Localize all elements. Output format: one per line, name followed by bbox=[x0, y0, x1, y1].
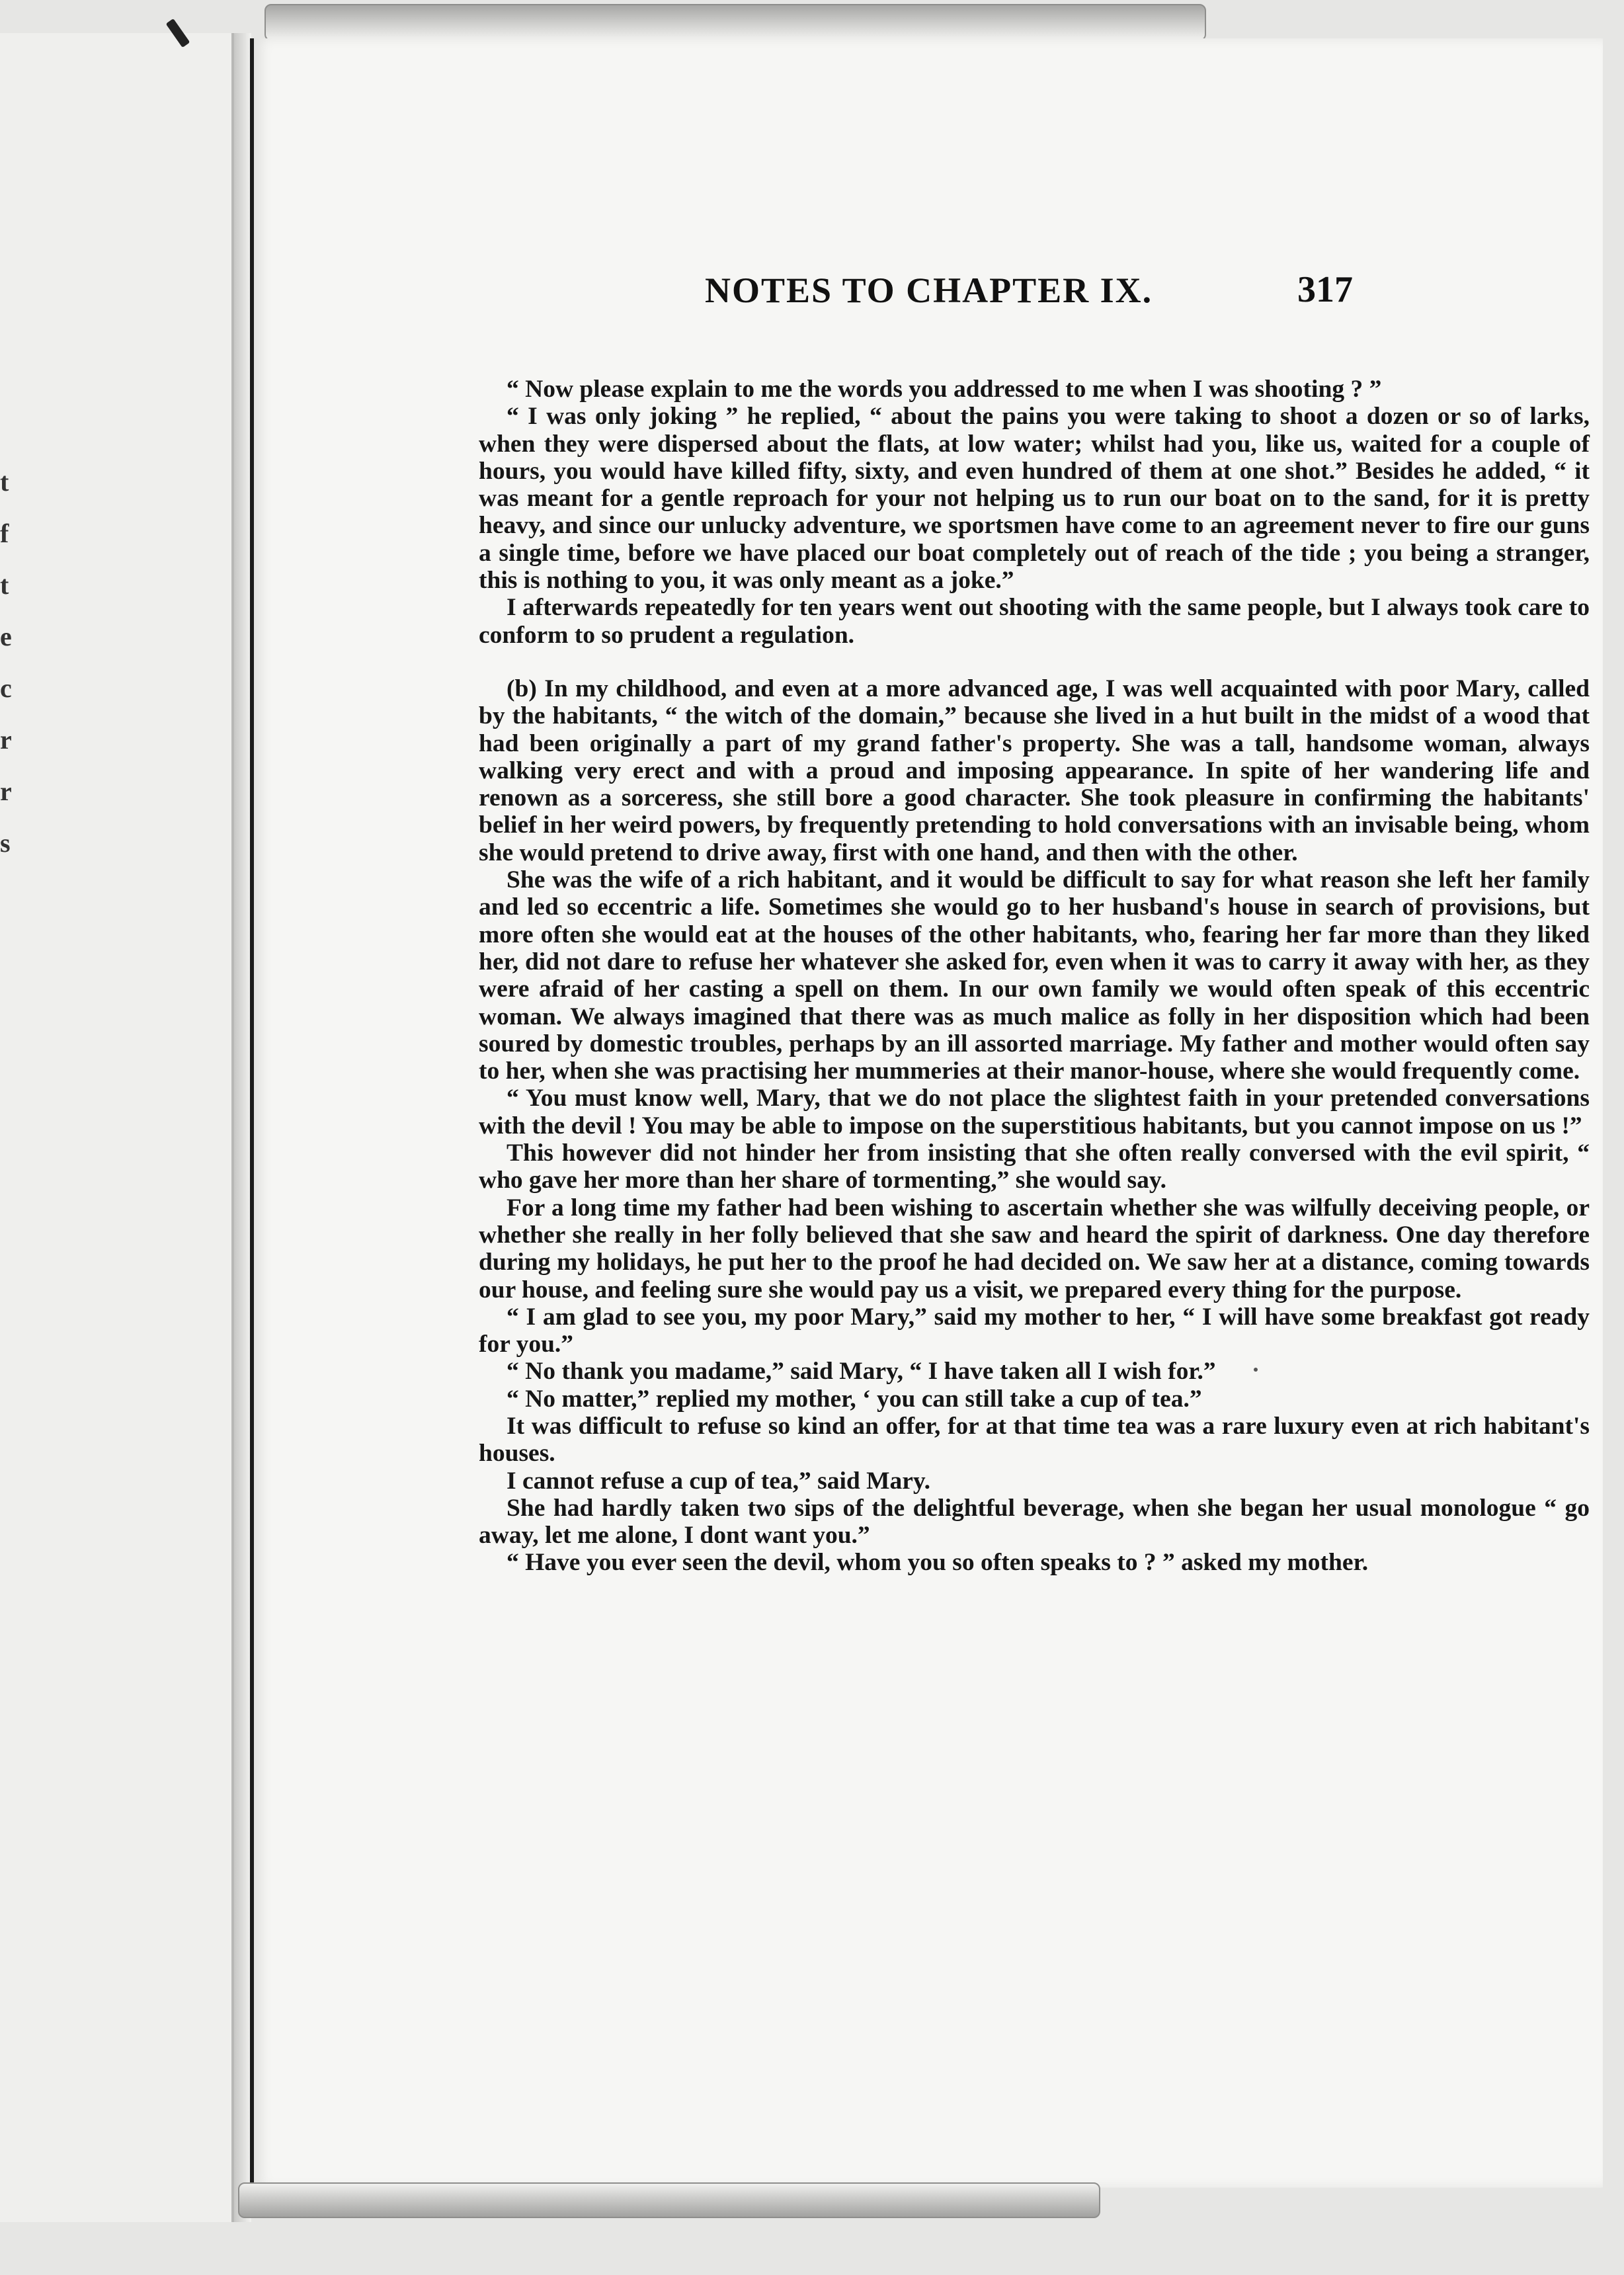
margin-fragment: s bbox=[0, 828, 11, 858]
paragraph: “ You must know well, Mary, that we do not place the slightest faith in your pretended conversations with the devil ! You may be able to impose on the superstitious habitants, but you cannot impose on us !” bbox=[479, 1085, 1590, 1139]
margin-fragment: e bbox=[0, 622, 12, 651]
ink-speck bbox=[1254, 1368, 1258, 1372]
margin-fragment: r bbox=[0, 776, 12, 806]
paragraph: “ No thank you madame,” said Mary, “ I have taken all I wish for.” bbox=[507, 1358, 1216, 1386]
paragraph: “ Have you ever seen the devil, whom you so often speaks to ? ” asked my mother. bbox=[507, 1549, 1369, 1577]
body-text bbox=[479, 376, 1590, 1577]
margin-fragment: f bbox=[0, 518, 9, 548]
running-title: NOTES TO CHAPTER IX. bbox=[705, 270, 1153, 310]
right-page bbox=[250, 38, 1603, 2188]
bottom-page-clip bbox=[238, 2182, 1100, 2218]
margin-fragment: t bbox=[0, 467, 9, 497]
top-page-clip bbox=[264, 4, 1206, 41]
note-paragraph bbox=[479, 675, 1590, 866]
note-text: In my childhood, and even at a more advanced age, I was well acquainted with poor Mary, called by the habitants, “ the witch of the domain,” because she lived in a hut built in the midst of a wood that had been originally a part of my grand father's property. She was a tall, handsome woman, always walking very erect and with a proud and imposing appearance. In spite of her wandering life and renown as a sorceress, she still bore a good character. She took pleasure in confirming the habitants' belief in her weird powers, by frequently pretending to hold conversations with an invisable being, whom she would pretend to drive away, first with one hand, and then with the other. bbox=[479, 675, 1590, 866]
note-label: (b) bbox=[507, 675, 537, 702]
margin-fragment: t bbox=[0, 570, 9, 600]
paragraph: I cannot refuse a cup of tea,” said Mary. bbox=[507, 1467, 930, 1495]
page-header bbox=[254, 263, 1603, 329]
paragraph: “ I am glad to see you, my poor Mary,” said my mother to her, “ I will have some breakfast got ready for you.” bbox=[479, 1303, 1590, 1358]
paragraph: I afterwards repeatedly for ten years went out shooting with the same people, but I always took care to conform to so prudent a regulation. bbox=[479, 594, 1590, 649]
paragraph: For a long time my father had been wishing to ascertain whether she was wilfully deceiving people, or whether she really in her folly believed that she saw and heard the spirit of darkness. One day therefore during my holidays, he put her to the proof he had decided on. We saw her at a distance, coming towards our house, and feeling sure she would pay us a visit, we prepared every thing for the purpose. bbox=[479, 1194, 1590, 1303]
paragraph: “ I was only joking ” he replied, “ about the pains you were taking to shoot a dozen or so of larks, when they were dispersed about the flats, at low water; whilst had you, like us, waited for a couple of hours, you would have killed fifty, sixty, and even hundred of them at one shot.” Besides he added, “ it was meant for a gentle reproach for your not helping us to run our boat on to the sand, for it is pretty heavy, and since our unlucky adventure, we sportsmen have come to an agreement never to fire our guns a single time, before we have placed our boat completely out of reach of the tide ; you being a stranger, this is nothing to you, it was only meant as a joke.” bbox=[479, 403, 1590, 595]
paragraph: She was the wife of a rich habitant, and it would be difficult to say for what reason she left her family and led so eccentric a life. Sometimes she would go to her husband's house in search of provisions, but more often she would eat at the houses of the other habitants, who, fearing her far more than they liked her, did not dare to refuse her whatever she asked for, even when it was to carry it away with her, as they were afraid of her casting a spell on them. In our own family we would often speak of this eccentric woman. We always imagined that there was as much malice as folly in her disposition which had been soured by domestic troubles, perhaps by an ill assorted marriage. My father and mother would often say to her, when she was practising her mummeries at their manor-house, where she would frequently come. bbox=[479, 866, 1590, 1085]
paragraph: “ Now please explain to me the words you addressed to me when I was shooting ? ” bbox=[507, 376, 1382, 403]
paragraph: “ No matter,” replied my mother, ‘ you can still take a cup of tea.” bbox=[507, 1385, 1202, 1413]
margin-fragment: r bbox=[0, 725, 12, 755]
page-gutter bbox=[234, 33, 251, 2222]
left-page-text-fragments bbox=[0, 456, 13, 869]
margin-fragment: c bbox=[0, 673, 12, 703]
page-number: 317 bbox=[1297, 269, 1353, 310]
left-facing-page bbox=[0, 33, 234, 2222]
paragraph: She had hardly taken two sips of the delightful beverage, when she began her usual monologue “ go away, let me alone, I dont want you.” bbox=[479, 1494, 1590, 1550]
paragraph: This however did not hinder her from insisting that she often really conversed with the evil spirit, “ who gave her more than her share of tormenting,” she would say. bbox=[479, 1139, 1590, 1194]
paragraph: It was difficult to refuse so kind an offer, for at that time tea was a rare luxury even at rich habitant's houses. bbox=[479, 1412, 1590, 1468]
